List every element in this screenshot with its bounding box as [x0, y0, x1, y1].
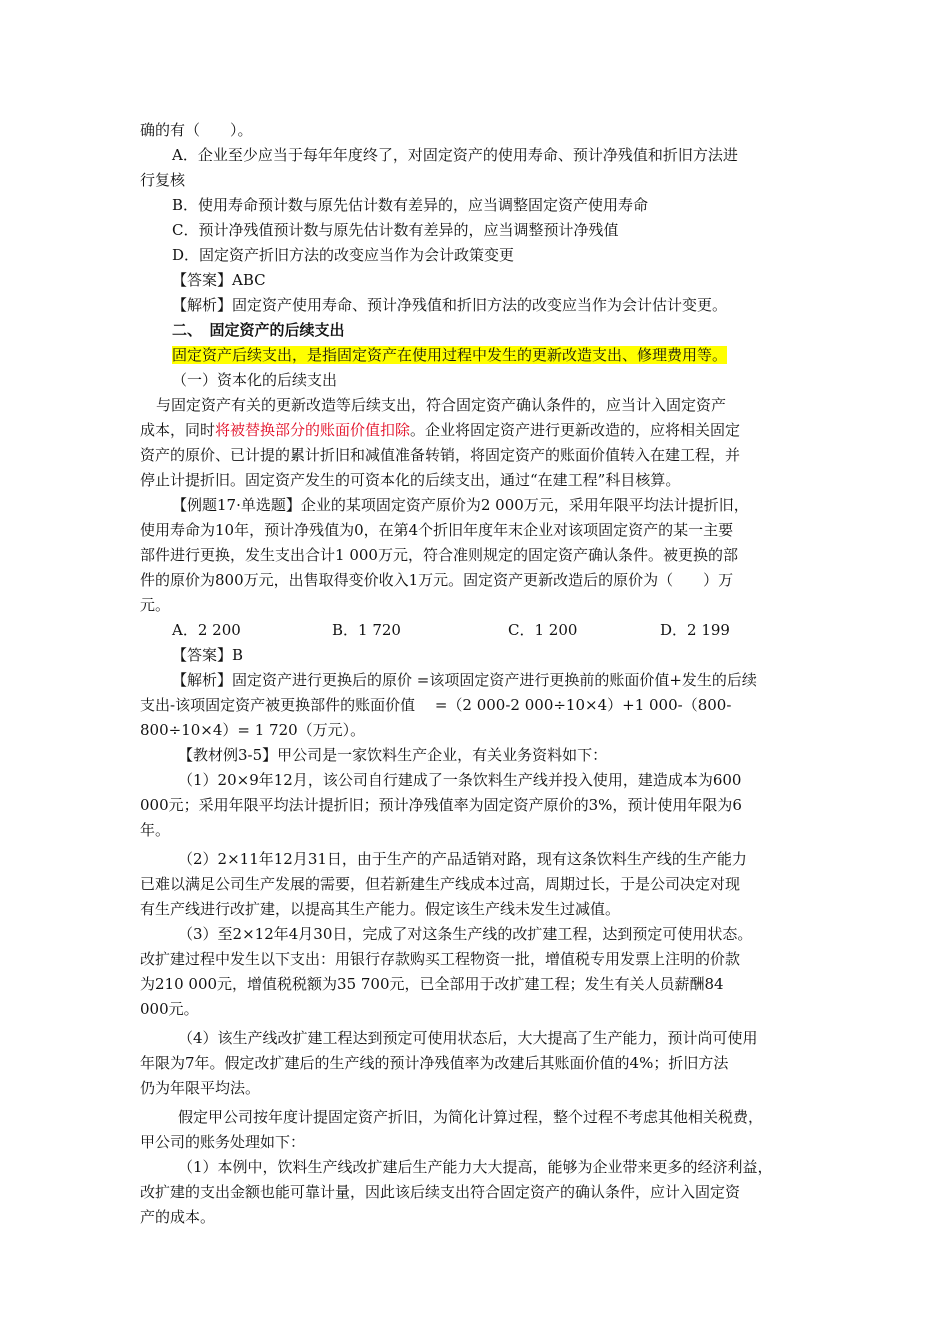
definition-line: [140, 343, 812, 368]
textbook-line: （4）该生产线改扩建工程达到预定可使用状态后，大大提高了生产能力，预计尚可使用: [178, 1029, 758, 1047]
paragraph-line: 成本，同时将被替换部分的账面价值扣除。企业将固定资产进行更新改造的，应将相关固定: [140, 421, 741, 439]
analysis: 【解析】固定资产使用寿命、预计净残值和折旧方法的改变应当作为会计估计变更。: [172, 296, 728, 314]
option-a-line1: A．企业至少应当于每年年度终了，对固定资产的使用寿命、预计净残值和折旧方法进: [172, 146, 738, 164]
example-option-a: A．2 200: [172, 621, 241, 639]
textbook-line: （1）本例中，饮料生产线改扩建后生产能力大大提高，能够为企业带来更多的经济利益，: [178, 1158, 773, 1176]
section-heading: 二、 固定资产的后续支出: [172, 321, 345, 339]
textbook-line: 假定甲公司按年度计提固定资产折旧，为简化计算过程，整个过程不考虑其他相关税费，: [178, 1108, 764, 1126]
textbook-line: 已难以满足公司生产发展的需要，但若新建生产线成本过高，周期过长，于是公司决定对现: [140, 875, 741, 893]
paragraph-line: 与固定资产有关的更新改造等后续支出，符合固定资产确认条件的，应当计入固定资产: [156, 396, 727, 414]
example-options: [140, 618, 812, 643]
textbook-line: 年限为7年。假定改扩建后的生产线的预计净残值率为改建后其账面价值的4%；折旧方法: [140, 1054, 729, 1072]
paragraph-line: 停止计提折旧。固定资产发生的可资本化的后续支出，通过“在建工程”科目核算。: [140, 471, 681, 489]
subsection-heading: （一）资本化的后续支出: [172, 371, 338, 389]
textbook-line: 000元；采用年限平均法计提折旧；预计净残值率为固定资产原价的3%，预计使用年限为6: [140, 796, 742, 814]
document-page: [140, 118, 812, 1230]
paragraph-line: 资产的原价、已计提的累计折旧和减值准备转销，将固定资产的账面价值转入在建工程，并: [140, 446, 741, 464]
option-d: D．固定资产折旧方法的改变应当作为会计政策变更: [172, 246, 515, 264]
highlighted-definition: 固定资产后续支出，是指固定资产在使用过程中发生的更新改造支出、修理费用等。: [172, 346, 728, 364]
textbook-line: 为210 000元，增值税税额为35 700元，已全部用于改扩建工程；发生有关人员薪酬84: [140, 975, 724, 993]
example-analysis-line: 【解析】固定资产进行更换后的原价 =该项固定资产进行更换前的账面价值+发生的后续: [172, 671, 757, 689]
textbook-line: 有生产线进行改扩建，以提高其生产能力。假定该生产线未发生过减值。: [140, 900, 621, 918]
example-answer: 【答案】B: [172, 646, 244, 664]
textbook-line: 改扩建的支出金额也能可靠计量，因此该后续支出符合固定资产的确认条件，应计入固定资: [140, 1183, 741, 1201]
example-option-c: C．1 200: [508, 621, 578, 639]
example-line: 使用寿命为10年，预计净残值为0，在第4个折旧年度年末企业对该项固定资产的某一主要: [140, 521, 734, 539]
textbook-line: （2）2×11年12月31日，由于生产的产品适销对路，现有这条饮料生产线的生产能力: [178, 850, 747, 868]
example-line: 件的原价为800万元，出售取得变价收入1万元。固定资产更新改造后的原价为（ ）万: [140, 571, 734, 589]
textbook-line: 000元。: [140, 1000, 199, 1018]
textbook-line: 仍为年限平均法。: [140, 1079, 261, 1097]
example-analysis-line: 800÷10×4）= 1 720（万元）。: [140, 721, 366, 739]
textbook-line: （1）20×9年12月，该公司自行建成了一条饮料生产线并投入使用，建造成本为600: [178, 771, 742, 789]
textbook-example-title: 【教材例3-5】甲公司是一家饮料生产企业，有关业务资料如下：: [178, 746, 608, 764]
option-c: C．预计净残值预计数与原先估计数有差异的，应当调整预计净残值: [172, 221, 619, 239]
textbook-line: 改扩建过程中发生以下支出：用银行存款购买工程物资一批，增值税专用发票上注明的价款: [140, 950, 741, 968]
textbook-line: （3）至2×12年4月30日，完成了对这条生产线的改扩建工程，达到预定可使用状态。: [178, 925, 753, 943]
example-analysis-line: 支出-该项固定资产被更换部件的账面价值 =（2 000-2 000÷10×4）+1 000-（800-: [140, 696, 732, 714]
red-emphasis-text: 将被替换部分的账面价值扣除: [215, 421, 411, 439]
textbook-line: 年。: [140, 821, 171, 839]
example-option-b: B．1 720: [332, 621, 401, 639]
example-line: 部件进行更换，发生支出合计1 000万元，符合准则规定的固定资产确认条件。被更换的部: [140, 546, 738, 564]
example-option-d: D．2 199: [660, 621, 730, 639]
example-title-line: 【例题17·单选题】企业的某项固定资产原价为2 000万元，采用年限平均法计提折旧，: [172, 496, 749, 514]
answer: 【答案】ABC: [172, 271, 266, 289]
textbook-line: 产的成本。: [140, 1208, 216, 1226]
question-stem: 确的有（ ）。: [140, 121, 253, 139]
example-line: 元。: [140, 596, 171, 614]
textbook-line: 甲公司的账务处理如下：: [140, 1133, 306, 1151]
option-b: B．使用寿命预计数与原先估计数有差异的，应当调整固定资产使用寿命: [172, 196, 649, 214]
option-a-line2: 行复核: [140, 171, 186, 189]
